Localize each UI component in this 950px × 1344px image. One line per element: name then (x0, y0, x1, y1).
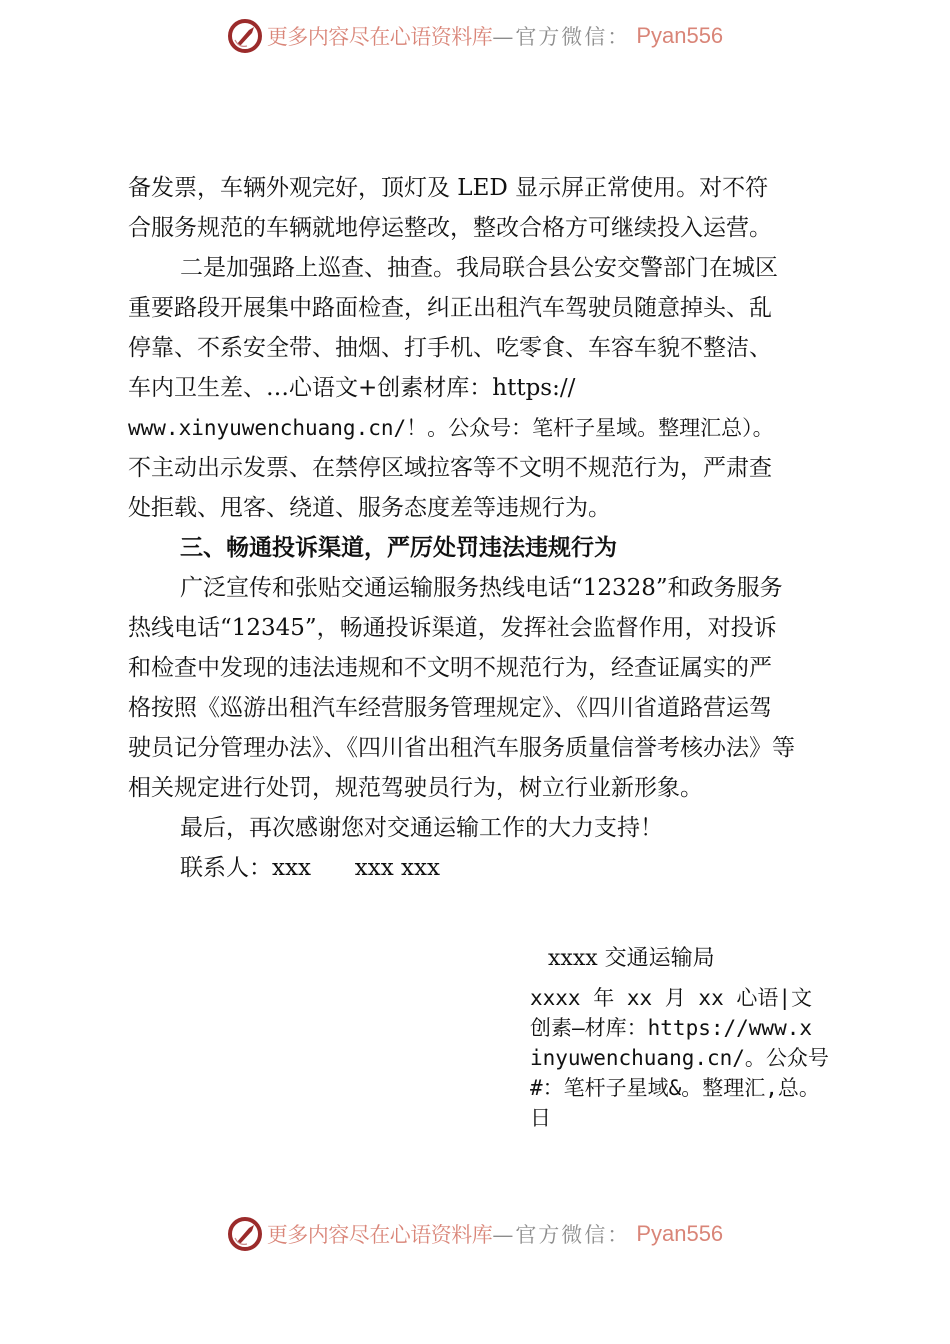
paragraph-line: 处拒载、甩客、绕道、服务态度差等违规行为。 (128, 495, 611, 521)
banner-separator-text: —官方微信： (492, 1223, 631, 1247)
paragraph-line: 重要路段开展集中路面检查，纠正出租汽车驾驶员随意掉头、乱 (128, 295, 772, 321)
paragraph-line: 广泛宣传和张贴交通运输服务热线电话“12328”和政务服务 (180, 575, 783, 601)
paragraph-line: 相关规定进行处罚，规范驾驶员行为，树立行业新形象。 (128, 775, 703, 801)
signature-date-line: inyuwenchuang.cn/。公众号 (530, 1046, 829, 1070)
paragraph-line: 不主动出示发票、在禁停区域拉客等不文明不规范行为，严肃查 (128, 455, 772, 481)
paragraph-line: 车内卫生差、…心语文+创素材库：https:// (128, 375, 576, 401)
quill-pen-icon (227, 1216, 263, 1252)
quill-pen-icon (227, 18, 263, 54)
document-body (128, 168, 868, 888)
banner-separator-text: —官方微信： (492, 25, 631, 49)
closing-line: 最后，再次感谢您对交通运输工作的大力支持！ (180, 815, 663, 841)
paragraph-line: 二是加强路上巡查、抽查。我局联合县公安交警部门在城区 (180, 255, 778, 281)
paragraph-line: 驶员记分管理办法》、《四川省出租汽车服务质量信誉考核办法》等 (128, 735, 795, 761)
paragraph-line: www.xinyuwenchuang.cn/！。公众号：笔杆子星域。整理汇总）。 (128, 416, 774, 440)
header-banner (0, 14, 950, 58)
paragraph-line: 合服务规范的车辆就地停运整改，整改合格方可继续投入运营。 (128, 215, 772, 241)
section-heading: 三、畅通投诉渠道，严厉处罚违法违规行为 (180, 535, 617, 561)
signature-date-line: 日 (530, 1106, 551, 1130)
paragraph-line: 停靠、不系安全带、抽烟、打手机、吃零食、车容车貌不整洁、 (128, 335, 772, 361)
signature-organization: xxxx 交通运输局 (548, 946, 715, 971)
paragraph-line: 格按照《巡游出租汽车经营服务管理规定》、《四川省道路营运驾 (128, 695, 772, 721)
paragraph-line: 和检查中发现的违法违规和不文明不规范行为，经查证属实的严 (128, 655, 772, 681)
paragraph-line: 备发票，车辆外观完好，顶灯及 LED 显示屏正常使用。对不符 (128, 175, 769, 201)
banner-wechat-id: Pyan556 (636, 23, 724, 48)
paragraph-line: 热线电话“12345”，畅通投诉渠道，发挥社会监督作用，对投诉 (128, 615, 777, 641)
footer-banner (0, 1212, 950, 1256)
signature-block (530, 935, 870, 1133)
contact-line: 联系人：xxx xxx xxx (180, 855, 440, 881)
signature-date-line: 创素—材库：https://www.x (530, 1016, 813, 1040)
signature-date-line: #：笔杆子星域&。整理汇,总。 (530, 1076, 820, 1100)
banner-brand-text: 更多内容尽在心语资料库 (266, 25, 493, 49)
banner-brand-text: 更多内容尽在心语资料库 (266, 1223, 493, 1247)
signature-date-line: xxxx 年 xx 月 xx 心语|文 (530, 986, 813, 1010)
banner-wechat-id: Pyan556 (636, 1221, 724, 1246)
